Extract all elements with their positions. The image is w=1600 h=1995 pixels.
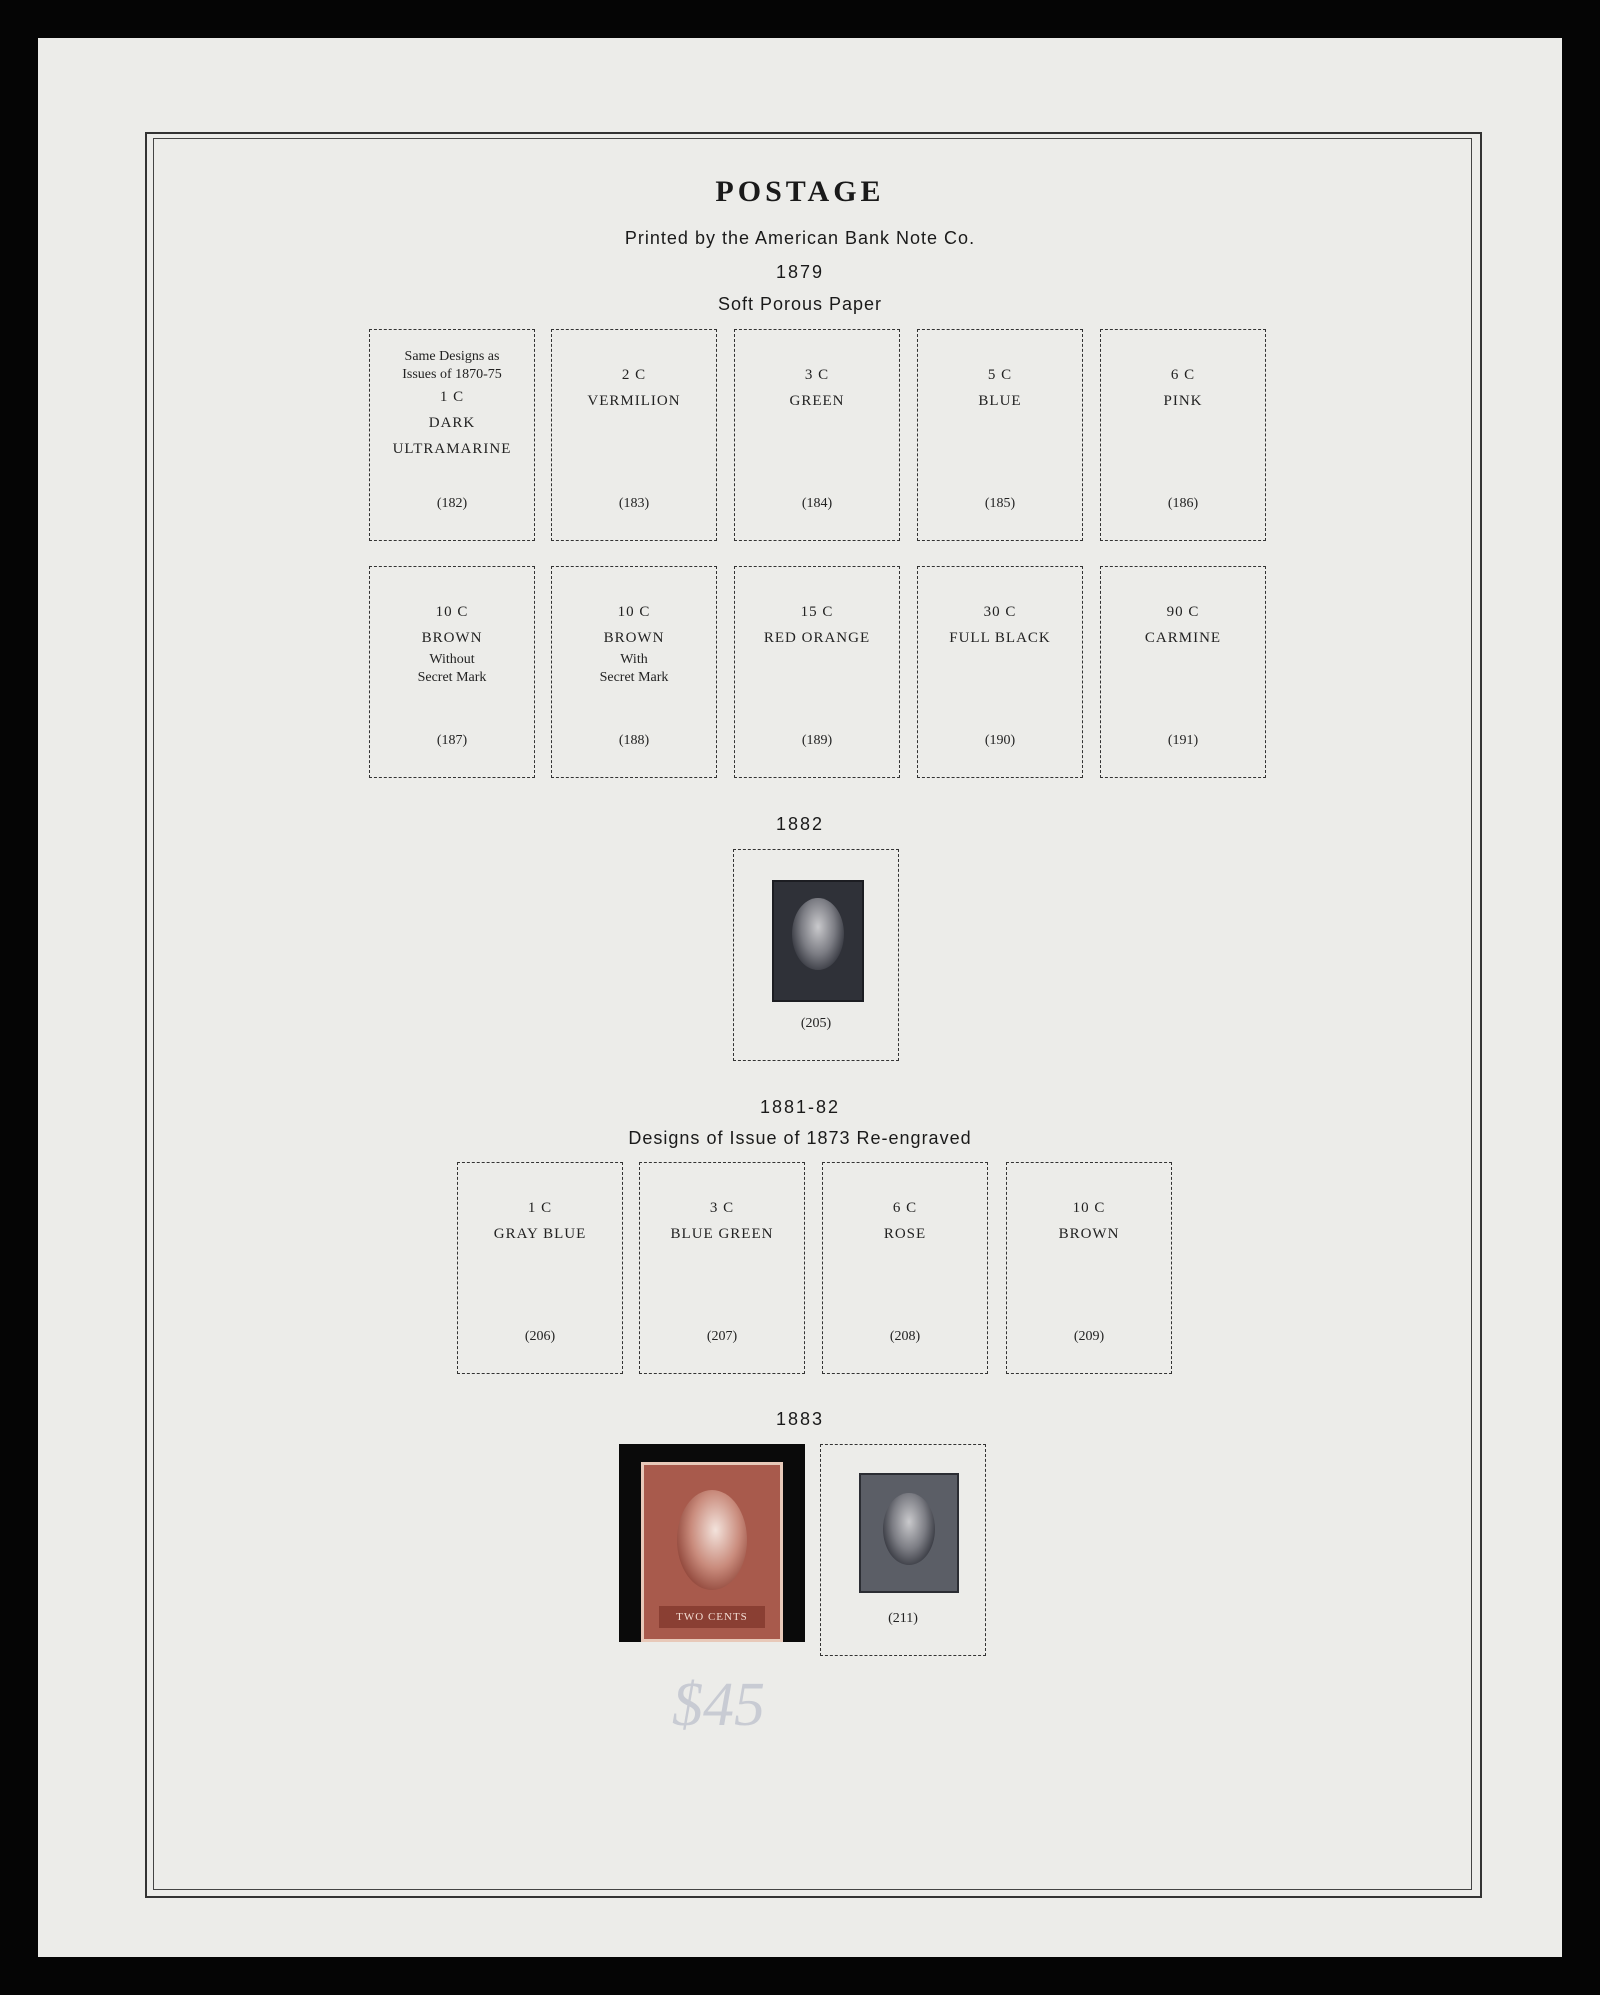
description-line: GREEN — [789, 393, 845, 409]
description-line: 3 C — [804, 367, 830, 383]
stamp-space[interactable] — [551, 566, 717, 778]
catalog-number: (208) — [889, 1329, 921, 1344]
reengraved-caption: Designs of Issue of 1873 Re-engraved — [628, 1128, 972, 1148]
stamp-space[interactable] — [1100, 329, 1266, 541]
stamp-space[interactable] — [734, 566, 900, 778]
catalog-number: (185) — [984, 496, 1016, 511]
paper-caption: Soft Porous Paper — [717, 294, 883, 314]
year-1882: 1882 — [775, 814, 825, 834]
portrait-icon — [792, 898, 844, 970]
stamp-space[interactable] — [917, 329, 1083, 541]
catalog-number: (206) — [524, 1329, 556, 1344]
description-line: 10 C — [435, 604, 469, 620]
stamp-description — [1007, 1195, 1171, 1247]
description-line: FULL BLACK — [949, 630, 1051, 646]
stamp-description — [370, 599, 534, 687]
year-1881-82: 1881-82 — [759, 1097, 841, 1117]
description-line: BLUE — [978, 393, 1022, 409]
stamp-space[interactable] — [639, 1162, 805, 1374]
catalog-number: (189) — [801, 733, 833, 748]
stamp-space[interactable] — [551, 329, 717, 541]
catalog-number: (205) — [800, 1016, 832, 1031]
stamp-description — [552, 599, 716, 687]
description-line: Without — [429, 652, 475, 667]
catalog-number: (211) — [888, 1611, 918, 1626]
stamp-description — [823, 1195, 987, 1247]
description-line: BROWN — [1058, 1226, 1120, 1242]
description-line: 10 C — [1072, 1200, 1106, 1216]
year-1883: 1883 — [775, 1409, 825, 1429]
stamp-image-2c — [641, 1462, 783, 1642]
stamp-denomination-banner: TWO CENTS — [659, 1606, 765, 1628]
description-line: 10 C — [617, 604, 651, 620]
catalog-number: (207) — [706, 1329, 738, 1344]
stamp-description — [918, 362, 1082, 414]
stamp-space[interactable] — [917, 566, 1083, 778]
description-line: RED ORANGE — [763, 630, 871, 646]
description-line: 30 C — [983, 604, 1017, 620]
description-line: Secret Mark — [599, 670, 669, 685]
stamp-space-205[interactable] — [733, 849, 899, 1061]
stamp-mount-210[interactable] — [619, 1444, 805, 1642]
description-line: Issues of 1870-75 — [402, 367, 502, 382]
stamp-description — [552, 362, 716, 414]
description-line: 2 C — [621, 367, 647, 383]
stamp-description — [1101, 362, 1265, 414]
description-line: BROWN — [603, 630, 665, 646]
description-line: 6 C — [1170, 367, 1196, 383]
description-line: Secret Mark — [417, 670, 487, 685]
description-line: BROWN — [421, 630, 483, 646]
pencil-price-note: $45 — [672, 1671, 765, 1739]
description-line: PINK — [1163, 393, 1203, 409]
stamp-space[interactable] — [457, 1162, 623, 1374]
printer-caption: Printed by the American Bank Note Co. — [624, 228, 976, 248]
description-line: BLUE GREEN — [670, 1226, 774, 1242]
catalog-number: (184) — [801, 496, 833, 511]
stamp-space[interactable] — [734, 329, 900, 541]
catalog-number: (187) — [436, 733, 468, 748]
portrait-icon — [883, 1493, 935, 1565]
description-line: 1 C — [439, 389, 465, 405]
portrait-icon — [677, 1490, 747, 1590]
description-line: 15 C — [800, 604, 834, 620]
stamp-space[interactable] — [1006, 1162, 1172, 1374]
catalog-number: (186) — [1167, 496, 1199, 511]
stamp-space-211[interactable] — [820, 1444, 986, 1656]
description-line: ROSE — [883, 1226, 927, 1242]
stamp-description — [735, 599, 899, 651]
description-line: 6 C — [892, 1200, 918, 1216]
stamp-image-205 — [772, 880, 864, 1002]
description-line: With — [620, 652, 648, 667]
stamp-description — [370, 348, 534, 462]
description-line: DARK — [428, 415, 476, 431]
description-line: VERMILION — [587, 393, 681, 409]
stamp-description — [1101, 599, 1265, 651]
stamp-space[interactable] — [1100, 566, 1266, 778]
stamp-image-211 — [859, 1473, 959, 1593]
description-line: 1 C — [527, 1200, 553, 1216]
stamp-space[interactable] — [369, 329, 535, 541]
catalog-number: (183) — [618, 496, 650, 511]
description-line: GRAY BLUE — [493, 1226, 587, 1242]
catalog-number: (188) — [618, 733, 650, 748]
catalog-number: (190) — [984, 733, 1016, 748]
stamp-description — [735, 362, 899, 414]
stamp-space[interactable] — [369, 566, 535, 778]
description-line: CARMINE — [1144, 630, 1222, 646]
catalog-number: (182) — [436, 496, 468, 511]
description-line: Same Designs as — [404, 349, 500, 364]
stamp-description — [458, 1195, 622, 1247]
description-line: 90 C — [1166, 604, 1200, 620]
description-line: 5 C — [987, 367, 1013, 383]
stamp-description — [640, 1195, 804, 1247]
stamp-description — [918, 599, 1082, 651]
page-title: POSTAGE — [715, 175, 885, 208]
catalog-number: (209) — [1073, 1329, 1105, 1344]
stamp-space[interactable] — [822, 1162, 988, 1374]
description-line: 3 C — [709, 1200, 735, 1216]
year-1879: 1879 — [775, 262, 825, 282]
catalog-number: (191) — [1167, 733, 1199, 748]
description-line: ULTRAMARINE — [392, 441, 512, 457]
